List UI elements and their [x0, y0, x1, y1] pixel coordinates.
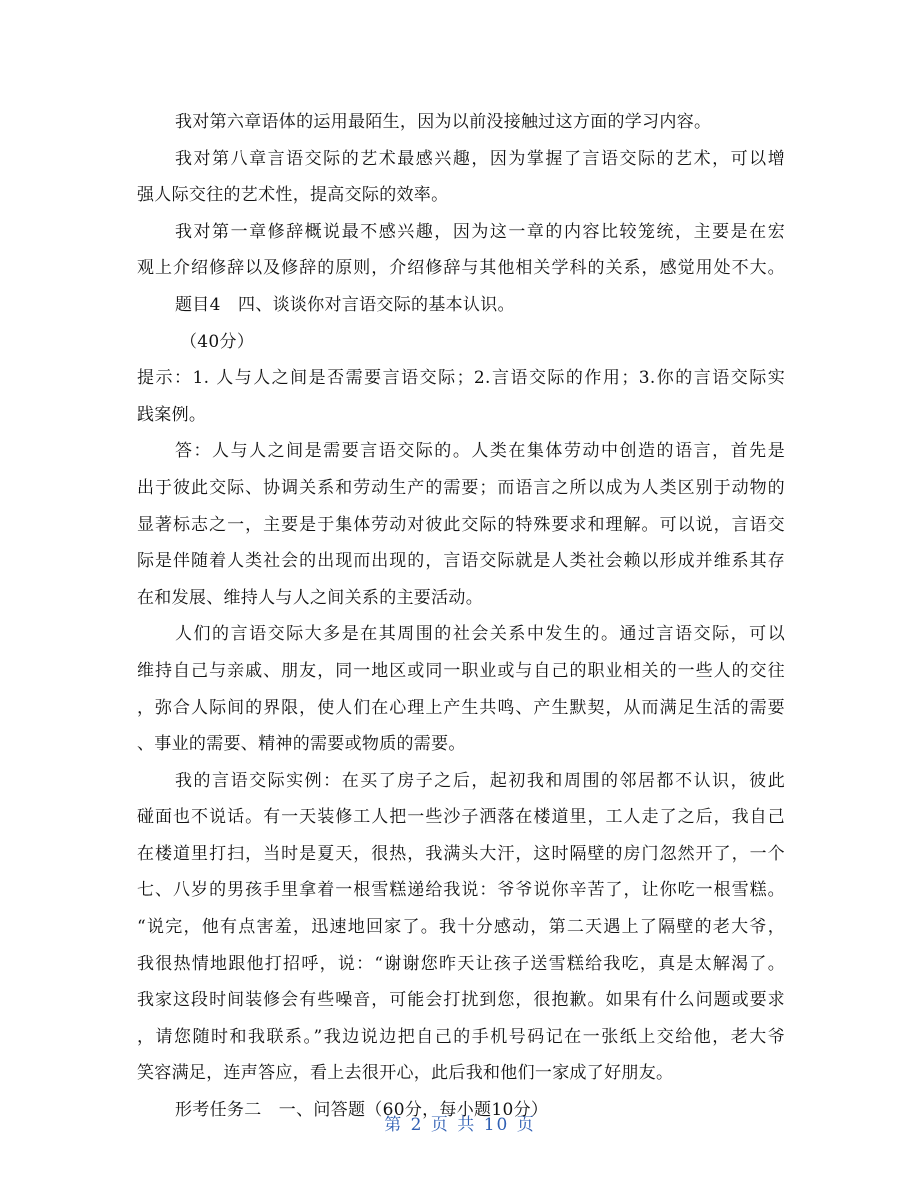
- question-score: （40分）: [180, 331, 255, 352]
- paragraph-line: 我很热情地跟他打招呼，说：“谢谢您昨天让孩子送雪糕给我吃，真是太解渴了。: [137, 953, 785, 974]
- question-heading: 题目4 四、谈谈你对言语交际的基本认识。: [175, 294, 515, 315]
- paragraph-line: 维持自己与亲戚、朋友，同一地区或同一职业或与自己的职业相关的一些人的交往: [137, 660, 785, 681]
- paragraph-line: 七、八岁的男孩手里拿着一根雪糕递给我说：爷爷说你辛苦了，让你吃一根雪糕。: [137, 880, 785, 901]
- paragraph-line: 我对第八章言语交际的艺术最感兴趣，因为掌握了言语交际的艺术，可以增: [175, 148, 785, 169]
- section-heading: 形考任务二 一、问答题（60分，每小题10分）: [175, 1100, 549, 1121]
- hint-line: 提示：1. 人与人之间是否需要言语交际；2.言语交际的作用；3.你的言语交际实: [137, 368, 785, 389]
- paragraph-line: “说完，他有点害羞，迅速地回家了。我十分感动，第二天遇上了隔壁的老大爷，: [137, 917, 785, 938]
- hint-line: 践案例。: [137, 404, 207, 425]
- paragraph-line: 在楼道里打扫，当时是夏天，很热，我满头大汗，这时隔壁的房门忽然开了，一个: [137, 843, 785, 864]
- paragraph-line: 我家这段时间装修会有些噪音，可能会打扰到您，很抱歉。如果有什么问题或要求: [137, 990, 785, 1011]
- paragraph-line: ，弥合人际间的界限，使人们在心理上产生共鸣、产生默契，从而满足生活的需要: [137, 697, 785, 718]
- paragraph-line: 我的言语交际实例：在买了房子之后，起初我和周围的邻居都不认识，彼此: [175, 770, 785, 791]
- paragraph-line: 出于彼此交际、协调关系和劳动生产的需要；而语言之所以成为人类区别于动物的: [137, 477, 785, 498]
- paragraph-line: 答：人与人之间是需要言语交际的。人类在集体劳动中创造的语言，首先是: [175, 441, 785, 462]
- paragraph-line: 、事业的需要、精神的需要或物质的需要。: [137, 734, 466, 755]
- paragraph-line: 显著标志之一，主要是于集体劳动对彼此交际的特殊要求和理解。可以说，言语交: [137, 514, 785, 535]
- page-footer: 第 2 页 共 10 页: [384, 1115, 536, 1135]
- paragraph-line: 际是伴随着人类社会的出现而出现的，言语交际就是人类社会赖以形成并维系其存: [137, 551, 785, 572]
- paragraph-line: 人们的言语交际大多是在其周围的社会关系中发生的。通过言语交际，可以: [175, 624, 785, 645]
- paragraph-line: 我对第六章语体的运用最陌生，因为以前没接触过这方面的学习内容。: [175, 112, 712, 132]
- paragraph-line: ，请您随时和我联系。”我边说边把自己的手机号码记在一张纸上交给他，老大爷: [137, 1026, 785, 1047]
- paragraph-line: 碰面也不说话。有一天装修工人把一些沙子洒落在楼道里，工人走了之后，我自己: [137, 807, 785, 828]
- paragraph-line: 在和发展、维持人与人之间关系的主要活动。: [137, 587, 483, 608]
- paragraph-line: 观上介绍修辞以及修辞的原则，介绍修辞与其他相关学科的关系，感觉用处不大。: [137, 258, 785, 279]
- document-body: [137, 104, 785, 1129]
- paragraph-line: 笑容满足，连声答应，看上去很开心，此后我和他们一家成了好朋友。: [137, 1063, 674, 1084]
- paragraph-line: 强人际交往的艺术性，提高交际的效率。: [137, 185, 449, 206]
- paragraph-line: 我对第一章修辞概说最不感兴趣，因为这一章的内容比较笼统，主要是在宏: [175, 221, 785, 242]
